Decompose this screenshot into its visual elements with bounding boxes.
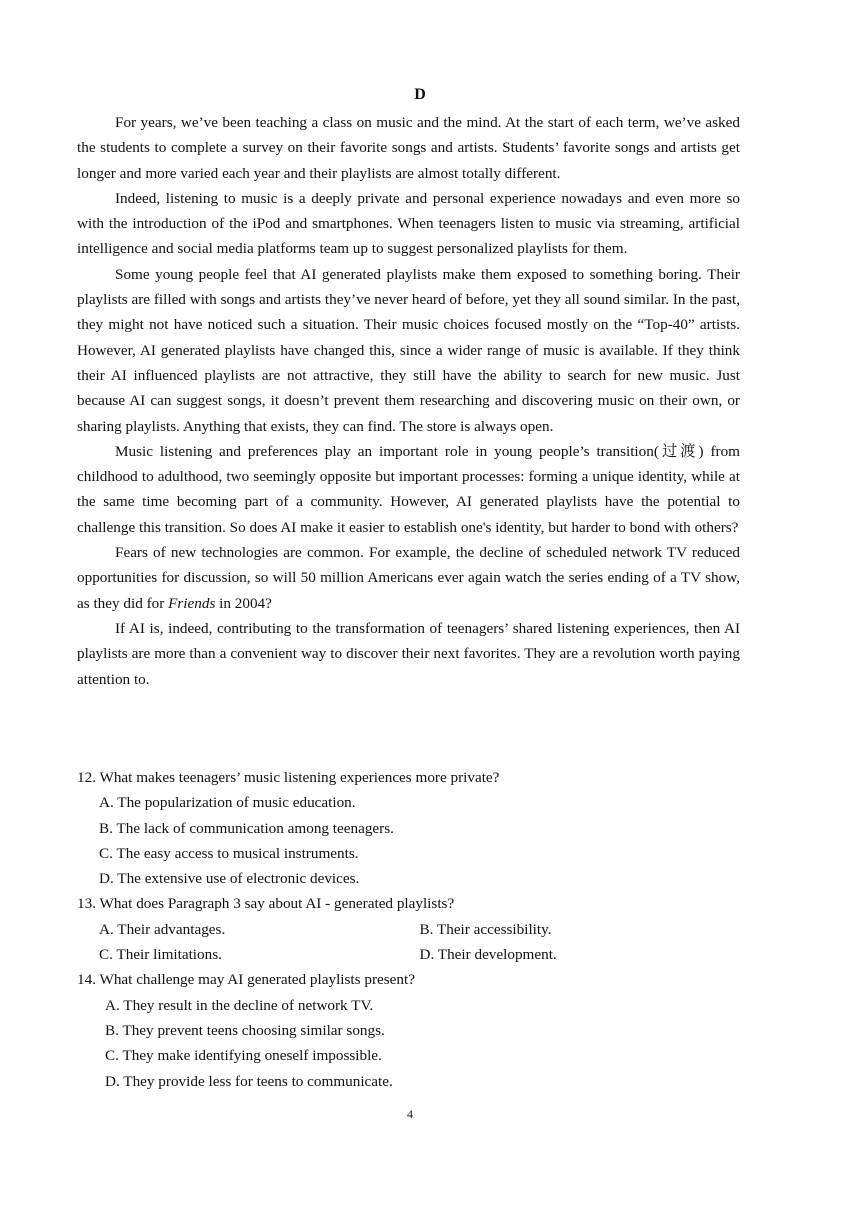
option-d: D. Their development. bbox=[419, 946, 557, 964]
page-number: 4 bbox=[407, 1107, 413, 1121]
option-b: B. Their accessibility. bbox=[419, 920, 552, 938]
passage-paragraph-1: For years, we’ve been teaching a class on music and the mind. At the start of each term, we’ve asked the students to complete a survey on their favorite songs and artists. Students’ favorite songs and artists get longer and more varied each year and their playlists are almost totally different. bbox=[77, 114, 740, 182]
passage-paragraph-6: If AI is, indeed, contributing to the transformation of teenagers’ shared listening experiences, then AI playlists are more than a convenient way to discover their next favorites. They are a revolution worth paying attention to. bbox=[77, 619, 740, 688]
section-title: D bbox=[414, 86, 426, 103]
question-stem: 13. What does Paragraph 3 say about AI - generated playlists? bbox=[77, 895, 455, 913]
passage-paragraph-4: Music listening and preferences play an important role in young people’s transition(过渡) from childhood to adulthood, two seemingly opposite but important processes: forming a unique identity, while at the same time becoming part of a community. However, AI generated playlists have the potential to challenge this transition. So does AI make it easier to establish one's identity, but harder to bond with others? bbox=[77, 442, 740, 536]
question-13 bbox=[77, 891, 740, 967]
question-list bbox=[77, 765, 740, 1094]
passage-paragraph-5: Fears of new technologies are common. For example, the decline of scheduled network TV reduced opportunities for discussion, so will 50 million Americans ever again watch the series ending of a TV show, as they did for Friends in 2004? bbox=[77, 544, 740, 612]
passage-paragraph-3: Some young people feel that AI generated playlists make them exposed to something boring. Their playlists are filled with songs and artists they’ve never heard of before, yet they all sound similar. In the past, they might not have noticed such a situation. Their music choices focused mostly on the “Top-40” artists. However, AI generated playlists have changed this, since a wider range of music is available. If they think their AI influenced playlists are not attractive, they still have the ability to search for new music. Just because AI can suggest songs, it doesn’t prevent them researching and discovering music on their own, or sharing playlists. Anything that exists, they can find. The store is always open. bbox=[77, 265, 740, 435]
option-b: B. They prevent teens choosing similar songs. bbox=[105, 1021, 385, 1039]
option-d: D. They provide less for teens to communicate. bbox=[105, 1072, 393, 1090]
show-title: Friends bbox=[168, 594, 216, 612]
option-a: A. They result in the decline of network TV. bbox=[105, 996, 374, 1014]
reading-passage bbox=[77, 110, 740, 692]
option-a: A. The popularization of music education. bbox=[99, 794, 356, 812]
passage-paragraph-2: Indeed, listening to music is a deeply private and personal experience nowadays and even more so with the introduction of the iPod and smartphones. When teenagers listen to music via streaming, artificial intelligence and social media platforms team up to suggest personalized playlists for them. bbox=[77, 189, 740, 258]
option-b: B. The lack of communication among teenagers. bbox=[99, 819, 394, 837]
option-a: A. Their advantages. bbox=[99, 920, 226, 938]
question-stem: 12. What makes teenagers’ music listening experiences more private? bbox=[77, 769, 500, 786]
option-c: C. The easy access to musical instruments. bbox=[99, 844, 359, 862]
question-stem: 14. What challenge may AI generated playlists present? bbox=[77, 971, 415, 989]
question-12 bbox=[77, 765, 740, 891]
option-row bbox=[99, 942, 740, 967]
option-c: C. Their limitations. bbox=[99, 946, 222, 964]
question-14 bbox=[77, 967, 740, 1093]
option-row bbox=[99, 917, 740, 942]
option-c: C. They make identifying oneself impossible. bbox=[105, 1047, 382, 1065]
option-d: D. The extensive use of electronic devices. bbox=[99, 870, 360, 888]
